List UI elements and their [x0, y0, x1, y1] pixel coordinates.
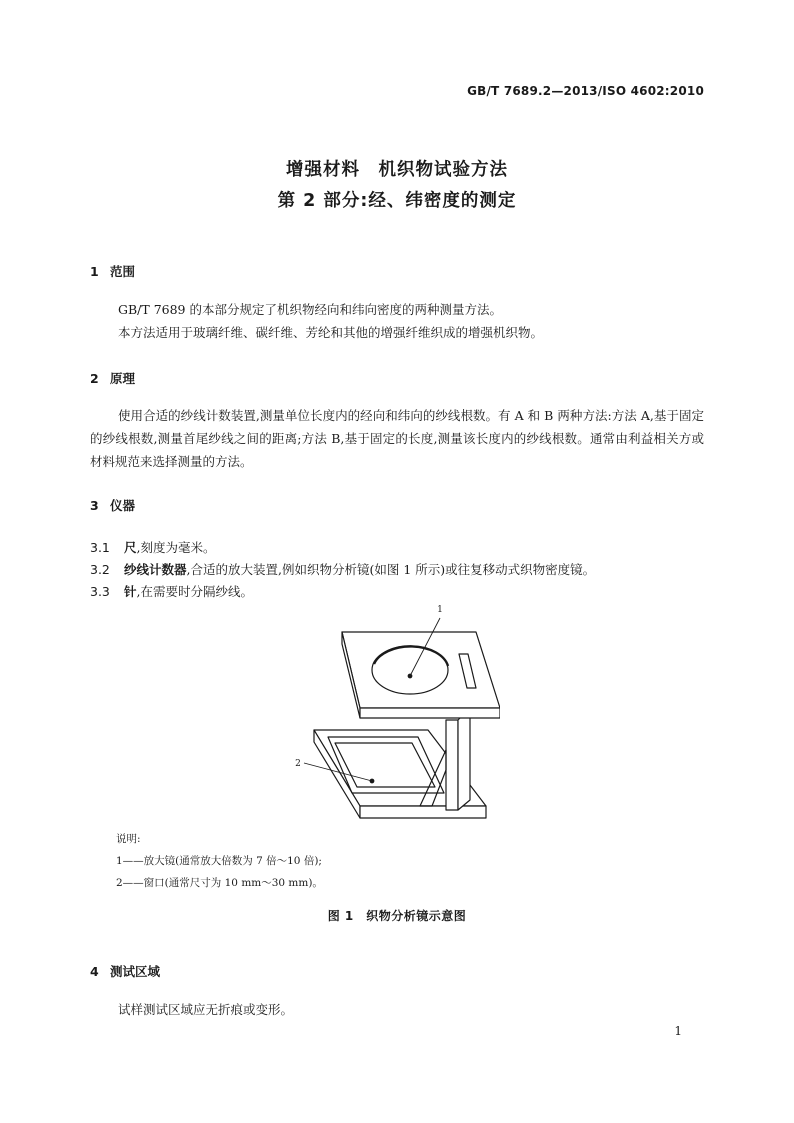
document-title-line2: 第 2 部分:经、纬密度的测定 [277, 191, 517, 211]
figure-key-title: 说明: [116, 833, 141, 845]
section-title: 仪器 [110, 498, 136, 513]
leader-dot-1 [408, 674, 412, 678]
item-term: 尺 [124, 540, 137, 555]
item-term: 纱线计数器 [124, 562, 187, 577]
item-number: 3.3 [90, 584, 110, 599]
section-title: 原理 [110, 371, 136, 386]
item-number: 3.2 [90, 562, 110, 577]
section-number: 1 [90, 264, 99, 279]
item-text: ,合适的放大装置,例如织物分析镜(如图 1 所示)或往复移动式织物密度镜。 [186, 562, 596, 577]
lens-plate-edge [360, 708, 500, 718]
page-number: 1 [674, 1024, 682, 1038]
item-text: ,刻度为毫米。 [136, 540, 216, 555]
thread-counter-figure [290, 600, 500, 825]
section-number: 2 [90, 371, 99, 386]
section-2-paragraph-1: 使用合适的纱线计数装置,测量单位长度内的经向和纬向的纱线根数。有 A 和 B 两种方法:方法 A,基于固定的纱线根数,测量首尾纱线之间的距离;方法 B,基于固定的长度,测量该长度内的纱线根数。通常由利益相关方或材料规范来选择测量的方法。 [90, 408, 704, 469]
section-1-paragraph-1: GB/T 7689 的本部分规定了机织物经向和纬向密度的两种测量方法。 [118, 302, 502, 317]
item-number: 3.1 [90, 540, 110, 555]
section-title: 测试区域 [110, 964, 161, 979]
figure-caption: 图 1 织物分析镜示意图 [327, 909, 467, 923]
figure-key-item-1: 1——放大镜(通常放大倍数为 7 倍～10 倍); [116, 855, 322, 867]
section-1-paragraph-2: 本方法适用于玻璃纤维、碳纤维、芳纶和其他的增强纤维织成的增强机织物。 [118, 325, 544, 340]
document-title-line1: 增强材料 机织物试验方法 [286, 160, 508, 180]
upright-leg-front [446, 720, 458, 810]
item-3-1 [90, 538, 216, 556]
base-plate-side [360, 806, 486, 818]
item-text: ,在需要时分隔纱线。 [136, 584, 253, 599]
section-1-heading [90, 262, 135, 280]
standard-code: GB/T 7689.2—2013/ISO 4602:2010 [467, 84, 704, 98]
section-4-paragraph-1: 试样测试区域应无折痕或变形。 [118, 1002, 294, 1017]
item-term: 针 [124, 584, 137, 599]
callout-1: 1 [437, 605, 443, 615]
section-4-heading [90, 962, 160, 980]
section-title: 范围 [110, 264, 136, 279]
section-number: 4 [90, 964, 99, 979]
item-3-3 [90, 582, 253, 600]
leader-dot-2 [370, 779, 374, 783]
callout-2: 2 [295, 759, 301, 769]
item-3-2 [90, 560, 595, 578]
section-3-heading [90, 496, 135, 514]
section-number: 3 [90, 498, 99, 513]
section-2-heading [90, 369, 135, 387]
figure-key-item-2: 2——窗口(通常尺寸为 10 mm～30 mm)。 [116, 877, 323, 889]
upright-leg-side [458, 708, 470, 810]
